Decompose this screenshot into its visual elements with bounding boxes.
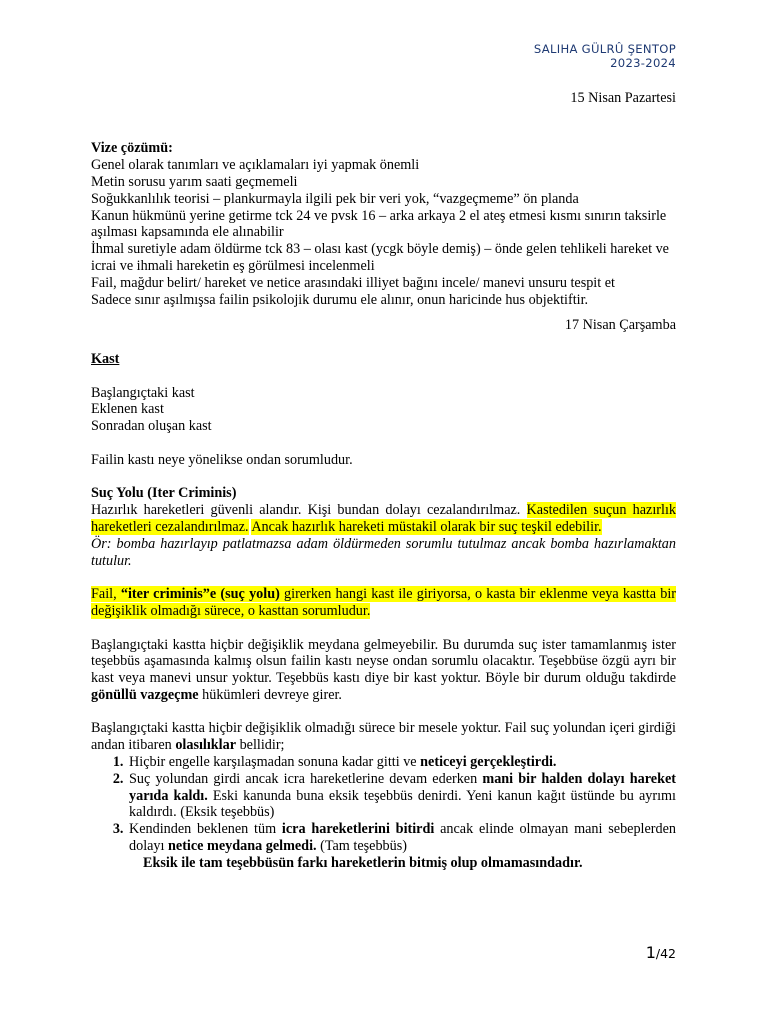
text-run: Başlangıçtaki kastta hiçbir değişiklik meydana gelmeyebilir. Bu durumda suç ister tamamlanmış ister teşebbüs aşamasında kalmış olsun failin kastı neyse ondan sorumlu olacaktır. Teşebbüse özgü ayrı bir kast veya manevi unsur yoktur. Teşebbüs kastı diye bir kast yoktur. Böyle bir durum olduğu takdirde — [91, 636, 676, 687]
author-name: SALIHA GÜLRÛ ŞENTOP — [533, 42, 676, 56]
total-pages: /42 — [655, 946, 676, 961]
page-header — [534, 42, 676, 70]
vize-line: Sadece sınır aşılmışsa failin psikolojik durumu ele alınır, onun haricinde hus objektiftir. — [91, 291, 589, 308]
vize-line: Fail, mağdur belirt/ hareket ve netice arasındaki illiyet bağını incele/ manevi unsuru tespit et — [91, 274, 615, 291]
date-heading: 15 Nisan Pazartesi — [570, 90, 676, 106]
vize-line: Soğukkanlılık teorisi – plankurmayla ilgili pek bir veri yok, “vazgeçmeme” ön planda — [91, 190, 579, 207]
text-run: Başlangıçtaki kastta hiçbir değişiklik olmadığı sürece bir mesele yoktur. Fail suç yolundan içeri girdiği andan itibaren — [91, 720, 676, 754]
list-item — [127, 771, 676, 821]
bold-text: icra hareketlerini bitirdi — [281, 821, 435, 838]
page-number — [646, 945, 676, 963]
date-heading: 17 Nisan Çarşamba — [564, 317, 676, 334]
kast-statement: Failin kastı neye yönelikse ondan sorumludur. — [91, 451, 353, 468]
bold-text: mani bir halden dolayı hareket yarıda kaldı. — [129, 770, 676, 804]
document-body — [91, 90, 676, 872]
highlighted-text: Ancak hazırlık hareketi müstakil olarak bir suç teşkil edebilir. — [251, 518, 602, 535]
kast-item: Eklenen kast — [91, 401, 164, 418]
section-title-vize: Vize çözümü: — [91, 140, 173, 157]
section-title-kast: Kast — [91, 350, 120, 367]
highlighted-text: Kastedilen suçun hazırlık hareketleri cezalandırılmaz. — [91, 502, 676, 535]
text-run: (Tam teşebbüs) — [316, 838, 407, 855]
text-run: Hazırlık hareketleri güvenli alandır. Kişi bundan dolayı cezalandırılmaz. — [91, 502, 527, 519]
paragraph-baslangic — [91, 637, 676, 704]
current-page: 1 — [645, 943, 656, 962]
text-run: Hiçbir engelle karşılaşmadan sonuna kadar gitti ve — [129, 754, 421, 771]
text-run: Eski kanunda buna eksik teşebbüs denirdi. Yeni kanun kağıt üstünde bu ayrımı kaldırdı. (Eksik teşebbüs) — [129, 787, 676, 821]
bold-text: gönüllü vazgeçme — [91, 686, 199, 703]
text-run: Kendinden beklenen tüm — [129, 821, 282, 838]
list-item — [127, 754, 676, 771]
kast-item: Sonradan oluşan kast — [91, 418, 212, 435]
paragraph-olasilik — [91, 720, 676, 754]
example-text: Ör: bomba hazırlayıp patlatmazsa adam öldürmeden sorumlu tutulmaz ancak bomba hazırlamaktan tutulur. — [91, 535, 676, 569]
text-run: ancak elinde olmayan mani sebeplerden dolayı — [129, 821, 676, 855]
highlighted-text: girerken hangi kast ile giriyorsa, o kasta bir eklenme veya kastta bir değişiklik olmadığı sürece, o kasttan sorumludur. — [91, 586, 676, 619]
vize-line: İhmal suretiyle adam öldürme tck 83 – olası kast (ycgk böyle demiş) – önde gelen tehlikeli hareket ve icrai ve ihmali hareketin eş görülmesi incelenmeli — [91, 241, 669, 274]
numbered-list — [91, 754, 676, 855]
highlighted-text: Fail, — [91, 586, 121, 603]
bold-text: neticeyi gerçekleştirdi. — [420, 754, 557, 771]
section-title-suc-yolu: Suç Yolu (Iter Criminis) — [91, 485, 237, 502]
kast-item: Başlangıçtaki kast — [91, 384, 195, 401]
paragraph-fail — [91, 586, 676, 620]
vize-line: Metin sorusu yarım saati geçmemeli — [91, 173, 298, 190]
academic-year: 2023-2024 — [610, 56, 676, 70]
text-run: Suç yolundan girdi ancak icra hareketlerine devam ederken — [129, 770, 483, 787]
bold-text: olasılıklar — [175, 737, 237, 754]
bold-text: netice meydana gelmedi. — [168, 838, 317, 855]
text-run: bellidir; — [236, 737, 285, 754]
paragraph-hazirlik — [91, 502, 676, 536]
vize-line: Genel olarak tanımları ve açıklamaları iyi yapmak önemli — [91, 157, 420, 174]
highlighted-bold-text: “iter criminis”e (suç yolu) — [120, 586, 280, 603]
text-run: hükümleri devreye girer. — [198, 686, 342, 703]
conclusion-text: Eksik ile tam teşebbüsün farkı hareketlerin bitmiş olup olmamasındadır. — [143, 854, 583, 871]
vize-line: Kanun hükmünü yerine getirme tck 24 ve pvsk 16 – arka arkaya 2 el ateş etmesi kısmı sınırın taksirle aşılması kapsamında ele alınabilir — [91, 207, 667, 241]
list-item — [127, 821, 676, 855]
